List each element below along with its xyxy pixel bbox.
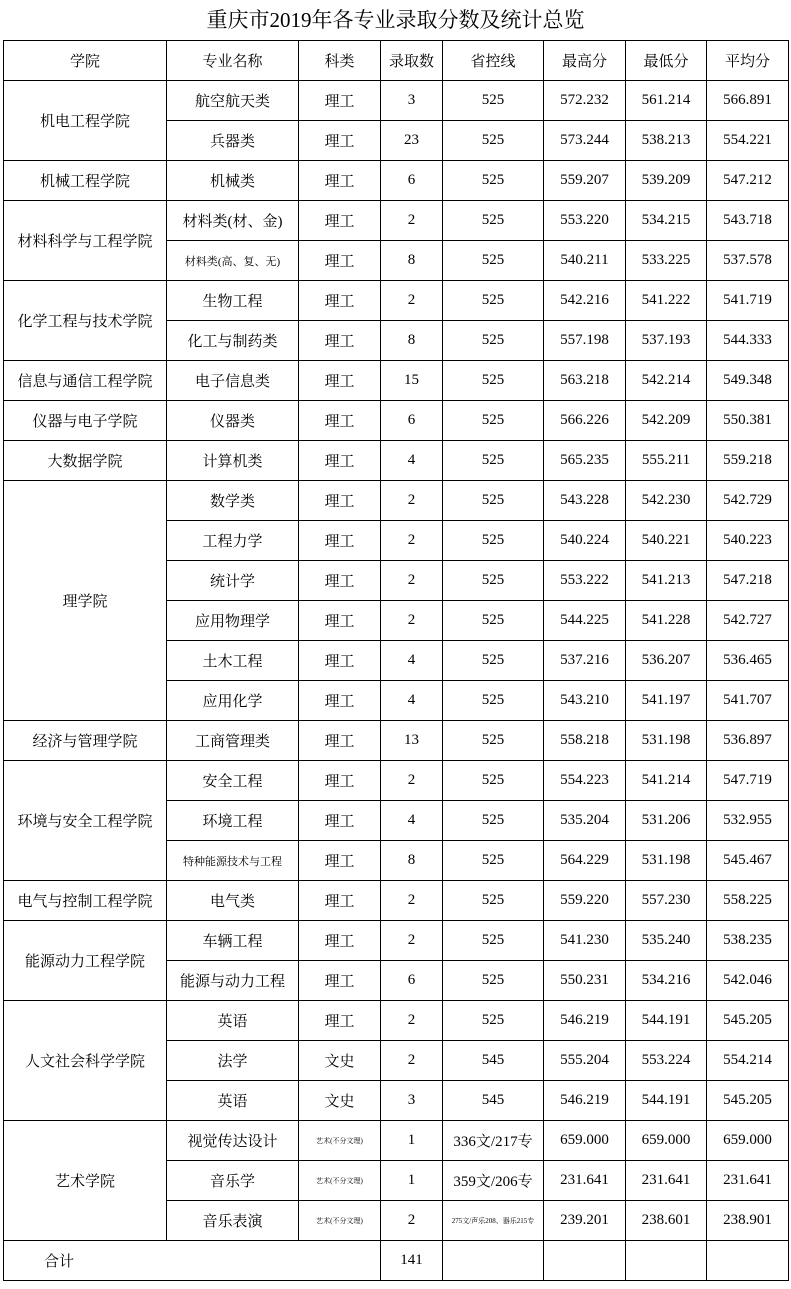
table-row xyxy=(4,361,789,401)
min-score: 541.222 xyxy=(626,281,707,321)
avg-score: 659.000 xyxy=(707,1121,789,1161)
major-name: 计算机类 xyxy=(167,441,299,481)
major-name: 应用物理学 xyxy=(167,601,299,641)
admitted-count: 2 xyxy=(381,761,443,801)
admission-table xyxy=(3,40,789,1281)
table-row xyxy=(4,761,789,801)
college-name: 经济与管理学院 xyxy=(4,721,167,761)
min-score: 544.191 xyxy=(626,1081,707,1121)
control-line: 545 xyxy=(443,1081,544,1121)
max-score: 554.223 xyxy=(544,761,626,801)
admitted-count: 6 xyxy=(381,401,443,441)
admitted-count: 4 xyxy=(381,801,443,841)
category: 理工 xyxy=(299,641,381,681)
max-score: 553.222 xyxy=(544,561,626,601)
control-line: 525 xyxy=(443,401,544,441)
college-name: 大数据学院 xyxy=(4,441,167,481)
avg-score: 566.891 xyxy=(707,81,789,121)
college-name: 仪器与电子学院 xyxy=(4,401,167,441)
max-score: 573.244 xyxy=(544,121,626,161)
category: 理工 xyxy=(299,961,381,1001)
table-row xyxy=(4,1121,789,1161)
admitted-count: 2 xyxy=(381,521,443,561)
avg-score: 542.727 xyxy=(707,601,789,641)
column-header: 最高分 xyxy=(544,41,626,81)
category: 理工 xyxy=(299,521,381,561)
admitted-count: 2 xyxy=(381,601,443,641)
major-name: 能源与动力工程 xyxy=(167,961,299,1001)
min-score: 534.215 xyxy=(626,201,707,241)
min-score: 561.214 xyxy=(626,81,707,121)
category: 理工 xyxy=(299,681,381,721)
admitted-count: 2 xyxy=(381,201,443,241)
college-name: 人文社会科学学院 xyxy=(4,1001,167,1121)
max-score: 557.198 xyxy=(544,321,626,361)
admitted-count: 6 xyxy=(381,161,443,201)
column-header: 最低分 xyxy=(626,41,707,81)
major-name: 材料类(材、金) xyxy=(167,201,299,241)
max-score: 559.220 xyxy=(544,881,626,921)
column-header: 省控线 xyxy=(443,41,544,81)
total-count: 141 xyxy=(381,1241,443,1281)
control-line: 525 xyxy=(443,1001,544,1041)
admitted-count: 2 xyxy=(381,881,443,921)
avg-score: 545.467 xyxy=(707,841,789,881)
min-score: 531.206 xyxy=(626,801,707,841)
major-name: 环境工程 xyxy=(167,801,299,841)
college-name: 电气与控制工程学院 xyxy=(4,881,167,921)
column-header: 科类 xyxy=(299,41,381,81)
avg-score: 554.214 xyxy=(707,1041,789,1081)
min-score: 542.230 xyxy=(626,481,707,521)
admitted-count: 2 xyxy=(381,481,443,521)
table-row xyxy=(4,1001,789,1041)
max-score: 239.201 xyxy=(544,1201,626,1241)
avg-score: 547.719 xyxy=(707,761,789,801)
min-score: 541.228 xyxy=(626,601,707,641)
major-name: 特种能源技术与工程 xyxy=(167,841,299,881)
category: 理工 xyxy=(299,361,381,401)
major-name: 机械类 xyxy=(167,161,299,201)
category: 理工 xyxy=(299,161,381,201)
min-score: 537.193 xyxy=(626,321,707,361)
control-line: 336文/217专 xyxy=(443,1121,544,1161)
table-row xyxy=(4,201,789,241)
control-line: 525 xyxy=(443,281,544,321)
max-score: 563.218 xyxy=(544,361,626,401)
table-row xyxy=(4,481,789,521)
admitted-count: 4 xyxy=(381,441,443,481)
category: 理工 xyxy=(299,841,381,881)
avg-score: 545.205 xyxy=(707,1001,789,1041)
max-score: 566.226 xyxy=(544,401,626,441)
category: 理工 xyxy=(299,1001,381,1041)
avg-score: 231.641 xyxy=(707,1161,789,1201)
avg-score: 538.235 xyxy=(707,921,789,961)
college-name: 环境与安全工程学院 xyxy=(4,761,167,881)
category: 理工 xyxy=(299,801,381,841)
min-score: 531.198 xyxy=(626,841,707,881)
min-score: 535.240 xyxy=(626,921,707,961)
major-name: 法学 xyxy=(167,1041,299,1081)
admitted-count: 3 xyxy=(381,1081,443,1121)
table-row xyxy=(4,881,789,921)
min-score: 538.213 xyxy=(626,121,707,161)
avg-score: 545.205 xyxy=(707,1081,789,1121)
admitted-count: 1 xyxy=(381,1161,443,1201)
category: 理工 xyxy=(299,321,381,361)
min-score: 542.209 xyxy=(626,401,707,441)
major-name: 电气类 xyxy=(167,881,299,921)
header-row xyxy=(4,41,789,81)
avg-score: 542.046 xyxy=(707,961,789,1001)
admitted-count: 4 xyxy=(381,681,443,721)
max-score: 542.216 xyxy=(544,281,626,321)
max-score: 231.641 xyxy=(544,1161,626,1201)
college-name: 艺术学院 xyxy=(4,1121,167,1241)
min-score: 238.601 xyxy=(626,1201,707,1241)
major-name: 安全工程 xyxy=(167,761,299,801)
control-line: 525 xyxy=(443,721,544,761)
avg-score: 536.465 xyxy=(707,641,789,681)
major-name: 车辆工程 xyxy=(167,921,299,961)
category: 理工 xyxy=(299,561,381,601)
control-line: 525 xyxy=(443,801,544,841)
avg-score: 238.901 xyxy=(707,1201,789,1241)
admitted-count: 2 xyxy=(381,1001,443,1041)
max-score: 553.220 xyxy=(544,201,626,241)
avg-score: 536.897 xyxy=(707,721,789,761)
admitted-count: 23 xyxy=(381,121,443,161)
min-score: 541.197 xyxy=(626,681,707,721)
max-score: 572.232 xyxy=(544,81,626,121)
max-score: 555.204 xyxy=(544,1041,626,1081)
category: 艺术(不分文理) xyxy=(299,1201,381,1241)
major-name: 航空航天类 xyxy=(167,81,299,121)
column-header: 平均分 xyxy=(707,41,789,81)
min-score: 231.641 xyxy=(626,1161,707,1201)
major-name: 化工与制药类 xyxy=(167,321,299,361)
category: 理工 xyxy=(299,921,381,961)
avg-score: 532.955 xyxy=(707,801,789,841)
min-score: 544.191 xyxy=(626,1001,707,1041)
college-name: 能源动力工程学院 xyxy=(4,921,167,1001)
college-name: 机电工程学院 xyxy=(4,81,167,161)
category: 理工 xyxy=(299,721,381,761)
control-line: 525 xyxy=(443,841,544,881)
page-title: 重庆市2019年各专业录取分数及统计总览 xyxy=(206,8,585,32)
min-score: 534.216 xyxy=(626,961,707,1001)
control-line: 545 xyxy=(443,1041,544,1081)
table-row xyxy=(4,441,789,481)
min-score: 553.224 xyxy=(626,1041,707,1081)
category: 理工 xyxy=(299,881,381,921)
control-line: 525 xyxy=(443,921,544,961)
control-line: 525 xyxy=(443,321,544,361)
control-line: 359文/206专 xyxy=(443,1161,544,1201)
major-name: 土木工程 xyxy=(167,641,299,681)
avg-score: 559.218 xyxy=(707,441,789,481)
admitted-count: 2 xyxy=(381,921,443,961)
max-score: 540.224 xyxy=(544,521,626,561)
category: 文史 xyxy=(299,1041,381,1081)
max-score: 537.216 xyxy=(544,641,626,681)
admitted-count: 1 xyxy=(381,1121,443,1161)
category: 艺术(不分文理) xyxy=(299,1121,381,1161)
column-header: 学院 xyxy=(4,41,167,81)
avg-score: 554.221 xyxy=(707,121,789,161)
major-name: 英语 xyxy=(167,1081,299,1121)
avg-score: 549.348 xyxy=(707,361,789,401)
category: 理工 xyxy=(299,481,381,521)
category: 理工 xyxy=(299,601,381,641)
major-name: 材料类(高、复、无) xyxy=(167,241,299,281)
total-label: 合计 xyxy=(4,1241,381,1281)
min-score: 555.211 xyxy=(626,441,707,481)
max-score: 550.231 xyxy=(544,961,626,1001)
control-line: 525 xyxy=(443,881,544,921)
empty-cell xyxy=(544,1241,626,1281)
major-name: 数学类 xyxy=(167,481,299,521)
category: 理工 xyxy=(299,81,381,121)
max-score: 659.000 xyxy=(544,1121,626,1161)
admitted-count: 8 xyxy=(381,841,443,881)
control-line: 525 xyxy=(443,201,544,241)
control-line: 525 xyxy=(443,121,544,161)
college-name: 理学院 xyxy=(4,481,167,721)
max-score: 564.229 xyxy=(544,841,626,881)
min-score: 541.214 xyxy=(626,761,707,801)
major-name: 应用化学 xyxy=(167,681,299,721)
min-score: 557.230 xyxy=(626,881,707,921)
avg-score: 547.212 xyxy=(707,161,789,201)
min-score: 533.225 xyxy=(626,241,707,281)
avg-score: 542.729 xyxy=(707,481,789,521)
admitted-count: 2 xyxy=(381,561,443,601)
control-line: 275文/声乐208、器乐215专 xyxy=(443,1201,544,1241)
college-name: 信息与通信工程学院 xyxy=(4,361,167,401)
max-score: 559.207 xyxy=(544,161,626,201)
max-score: 544.225 xyxy=(544,601,626,641)
major-name: 音乐表演 xyxy=(167,1201,299,1241)
control-line: 525 xyxy=(443,601,544,641)
avg-score: 541.719 xyxy=(707,281,789,321)
max-score: 546.219 xyxy=(544,1081,626,1121)
control-line: 525 xyxy=(443,161,544,201)
empty-cell xyxy=(443,1241,544,1281)
category: 理工 xyxy=(299,761,381,801)
control-line: 525 xyxy=(443,561,544,601)
major-name: 音乐学 xyxy=(167,1161,299,1201)
min-score: 531.198 xyxy=(626,721,707,761)
avg-score: 537.578 xyxy=(707,241,789,281)
category: 理工 xyxy=(299,281,381,321)
major-name: 英语 xyxy=(167,1001,299,1041)
column-header: 录取数 xyxy=(381,41,443,81)
avg-score: 541.707 xyxy=(707,681,789,721)
category: 理工 xyxy=(299,441,381,481)
max-score: 558.218 xyxy=(544,721,626,761)
major-name: 工程力学 xyxy=(167,521,299,561)
min-score: 540.221 xyxy=(626,521,707,561)
max-score: 543.228 xyxy=(544,481,626,521)
admitted-count: 8 xyxy=(381,321,443,361)
control-line: 525 xyxy=(443,641,544,681)
total-row xyxy=(4,1241,789,1281)
admitted-count: 2 xyxy=(381,281,443,321)
max-score: 546.219 xyxy=(544,1001,626,1041)
admitted-count: 2 xyxy=(381,1201,443,1241)
major-name: 兵器类 xyxy=(167,121,299,161)
empty-cell xyxy=(707,1241,789,1281)
category: 理工 xyxy=(299,121,381,161)
major-name: 仪器类 xyxy=(167,401,299,441)
admitted-count: 4 xyxy=(381,641,443,681)
major-name: 统计学 xyxy=(167,561,299,601)
college-name: 化学工程与技术学院 xyxy=(4,281,167,361)
max-score: 543.210 xyxy=(544,681,626,721)
avg-score: 540.223 xyxy=(707,521,789,561)
control-line: 525 xyxy=(443,481,544,521)
avg-score: 550.381 xyxy=(707,401,789,441)
college-name: 机械工程学院 xyxy=(4,161,167,201)
table-row xyxy=(4,921,789,961)
major-name: 电子信息类 xyxy=(167,361,299,401)
admitted-count: 13 xyxy=(381,721,443,761)
min-score: 536.207 xyxy=(626,641,707,681)
min-score: 542.214 xyxy=(626,361,707,401)
control-line: 525 xyxy=(443,761,544,801)
max-score: 540.211 xyxy=(544,241,626,281)
college-name: 材料科学与工程学院 xyxy=(4,201,167,281)
avg-score: 544.333 xyxy=(707,321,789,361)
category: 理工 xyxy=(299,241,381,281)
major-name: 生物工程 xyxy=(167,281,299,321)
admitted-count: 15 xyxy=(381,361,443,401)
category: 文史 xyxy=(299,1081,381,1121)
control-line: 525 xyxy=(443,681,544,721)
admitted-count: 2 xyxy=(381,1041,443,1081)
empty-cell xyxy=(626,1241,707,1281)
table-row xyxy=(4,401,789,441)
major-name: 工商管理类 xyxy=(167,721,299,761)
admitted-count: 3 xyxy=(381,81,443,121)
control-line: 525 xyxy=(443,241,544,281)
category: 艺术(不分文理) xyxy=(299,1161,381,1201)
min-score: 659.000 xyxy=(626,1121,707,1161)
column-header: 专业名称 xyxy=(167,41,299,81)
max-score: 541.230 xyxy=(544,921,626,961)
avg-score: 558.225 xyxy=(707,881,789,921)
category: 理工 xyxy=(299,201,381,241)
control-line: 525 xyxy=(443,361,544,401)
control-line: 525 xyxy=(443,521,544,561)
max-score: 535.204 xyxy=(544,801,626,841)
admitted-count: 6 xyxy=(381,961,443,1001)
table-row xyxy=(4,161,789,201)
control-line: 525 xyxy=(443,961,544,1001)
control-line: 525 xyxy=(443,81,544,121)
major-name: 视觉传达设计 xyxy=(167,1121,299,1161)
control-line: 525 xyxy=(443,441,544,481)
table-row xyxy=(4,281,789,321)
min-score: 539.209 xyxy=(626,161,707,201)
avg-score: 543.718 xyxy=(707,201,789,241)
max-score: 565.235 xyxy=(544,441,626,481)
category: 理工 xyxy=(299,401,381,441)
table-row xyxy=(4,721,789,761)
min-score: 541.213 xyxy=(626,561,707,601)
table-row xyxy=(4,81,789,121)
admitted-count: 8 xyxy=(381,241,443,281)
avg-score: 547.218 xyxy=(707,561,789,601)
